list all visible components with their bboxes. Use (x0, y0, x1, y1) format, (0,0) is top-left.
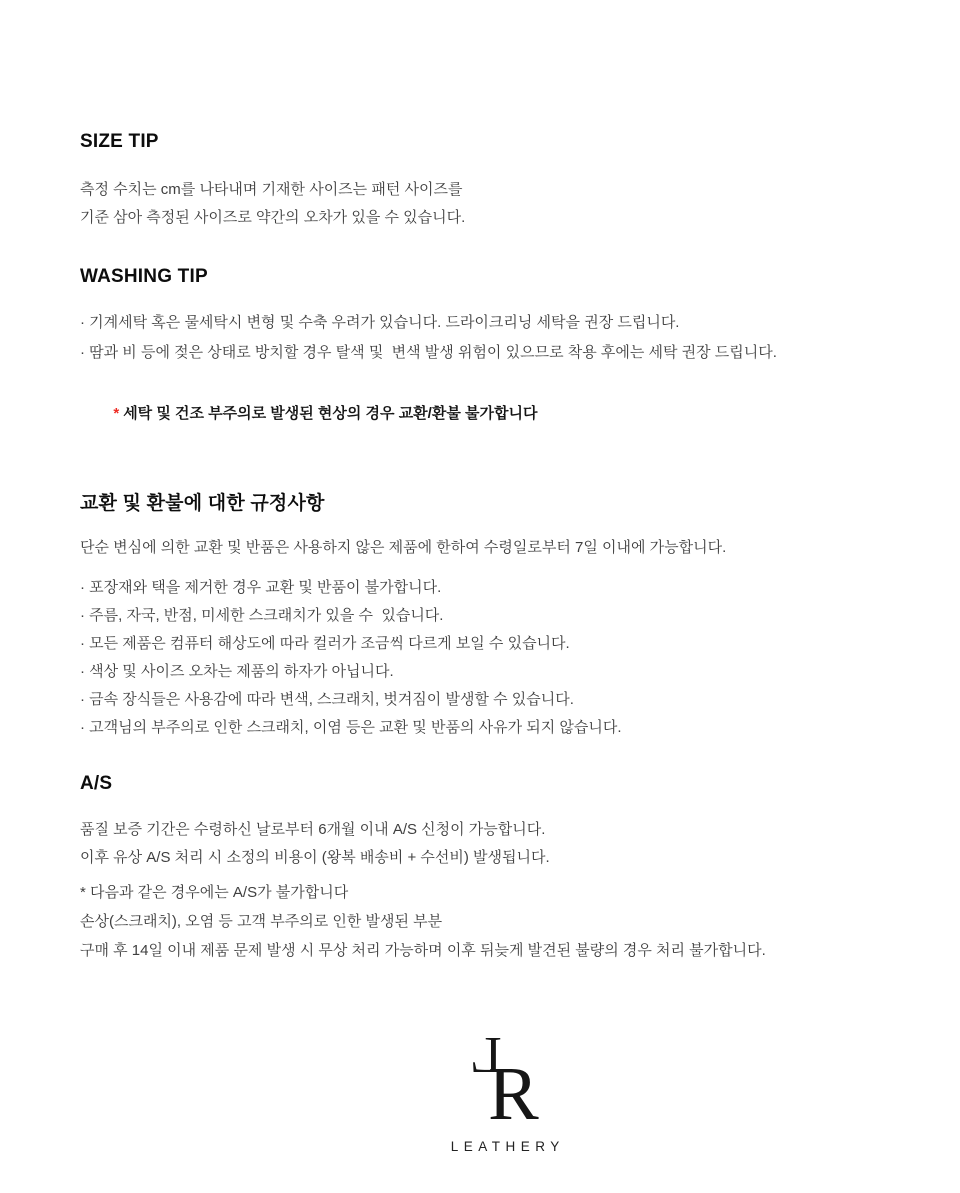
washing-tip-bullet: · 기계세탁 혹은 물세탁시 변형 및 수축 우려가 있습니다. 드라이크리닝 세탁을 권장 드립니다. (80, 314, 680, 331)
washing-tip-title: WASHING TIP (80, 266, 208, 287)
monogram-letter-l: L (470, 1027, 502, 1084)
warning-asterisk: * (113, 405, 120, 422)
after-service-title: A/S (80, 773, 113, 794)
exchange-policy-bullet: · 고객님의 부주의로 인한 스크래치, 이염 등은 교환 및 반품의 사유가 되지 않습니다. (80, 719, 622, 736)
exchange-policy-bullet: · 모든 제품은 컴퓨터 해상도에 따라 컬러가 조금씩 다르게 보일 수 있습니다. (80, 635, 570, 652)
size-tip-line: 기준 삼아 측정된 사이즈로 약간의 오차가 있을 수 있습니다. (80, 209, 466, 226)
exchange-policy-title: 교환 및 환불에 대한 규정사항 (80, 493, 325, 514)
brand-footer (80, 1027, 930, 1154)
section-exchange-policy (80, 493, 930, 742)
after-service-note: 구매 후 14일 이내 제품 문제 발생 시 무상 처리 가능하며 이후 뒤늦게 발견된 불량의 경우 처리 불가합니다. (80, 942, 766, 959)
exchange-policy-bullets (80, 574, 930, 742)
size-tip-paragraph (80, 176, 930, 232)
exchange-policy-intro: 단순 변심에 의한 교환 및 반품은 사용하지 않은 제품에 한하여 수령일로부터 7일 이내에 가능합니다. (80, 539, 727, 556)
monogram-letter-r: R (488, 1052, 539, 1136)
after-service-note: * 다음과 같은 경우에는 A/S가 불가합니다 (80, 884, 349, 901)
washing-warning-line (80, 372, 930, 456)
brand-monogram-lr-logo (468, 1027, 542, 1136)
after-service-note: 손상(스크래치), 오염 등 고객 부주의로 인한 발생된 부분 (80, 913, 443, 930)
warning-text: 세탁 및 건조 부주의로 발생된 현상의 경우 교환/환불 불가합니다 (123, 405, 538, 422)
section-washing-tip (80, 266, 930, 456)
washing-tip-bullet: · 땀과 비 등에 젖은 상태로 방치할 경우 탈색 및 변색 발생 위험이 있으므로 착용 후에는 세탁 권장 드립니다. (80, 344, 777, 361)
brand-wordmark: LEATHERY (450, 1139, 565, 1154)
section-after-service (80, 773, 930, 965)
size-tip-title: SIZE TIP (80, 131, 159, 152)
after-service-line: 품질 보증 기간은 수령하신 날로부터 6개월 이내 A/S 신청이 가능합니다. (80, 821, 546, 838)
after-service-line: 이후 유상 A/S 처리 시 소정의 비용이 (왕복 배송비 + 수선비) 발생됩니다. (80, 849, 550, 866)
exchange-policy-bullet: · 주름, 자국, 반점, 미세한 스크래치가 있을 수 있습니다. (80, 607, 444, 624)
after-service-paragraph (80, 816, 930, 872)
exchange-policy-bullet: · 금속 장식들은 사용감에 따라 변색, 스크래치, 벗겨짐이 발생할 수 있습니다. (80, 691, 574, 708)
section-size-tip (80, 131, 930, 232)
washing-tip-bullets (80, 308, 930, 368)
exchange-policy-bullet: · 색상 및 사이즈 오차는 제품의 하자가 아닙니다. (80, 663, 394, 680)
after-service-notes (80, 878, 930, 965)
exchange-policy-bullet: · 포장재와 택을 제거한 경우 교환 및 반품이 불가합니다. (80, 579, 442, 596)
size-tip-line: 측정 수치는 cm를 나타내며 기재한 사이즈는 패턴 사이즈를 (80, 181, 463, 198)
